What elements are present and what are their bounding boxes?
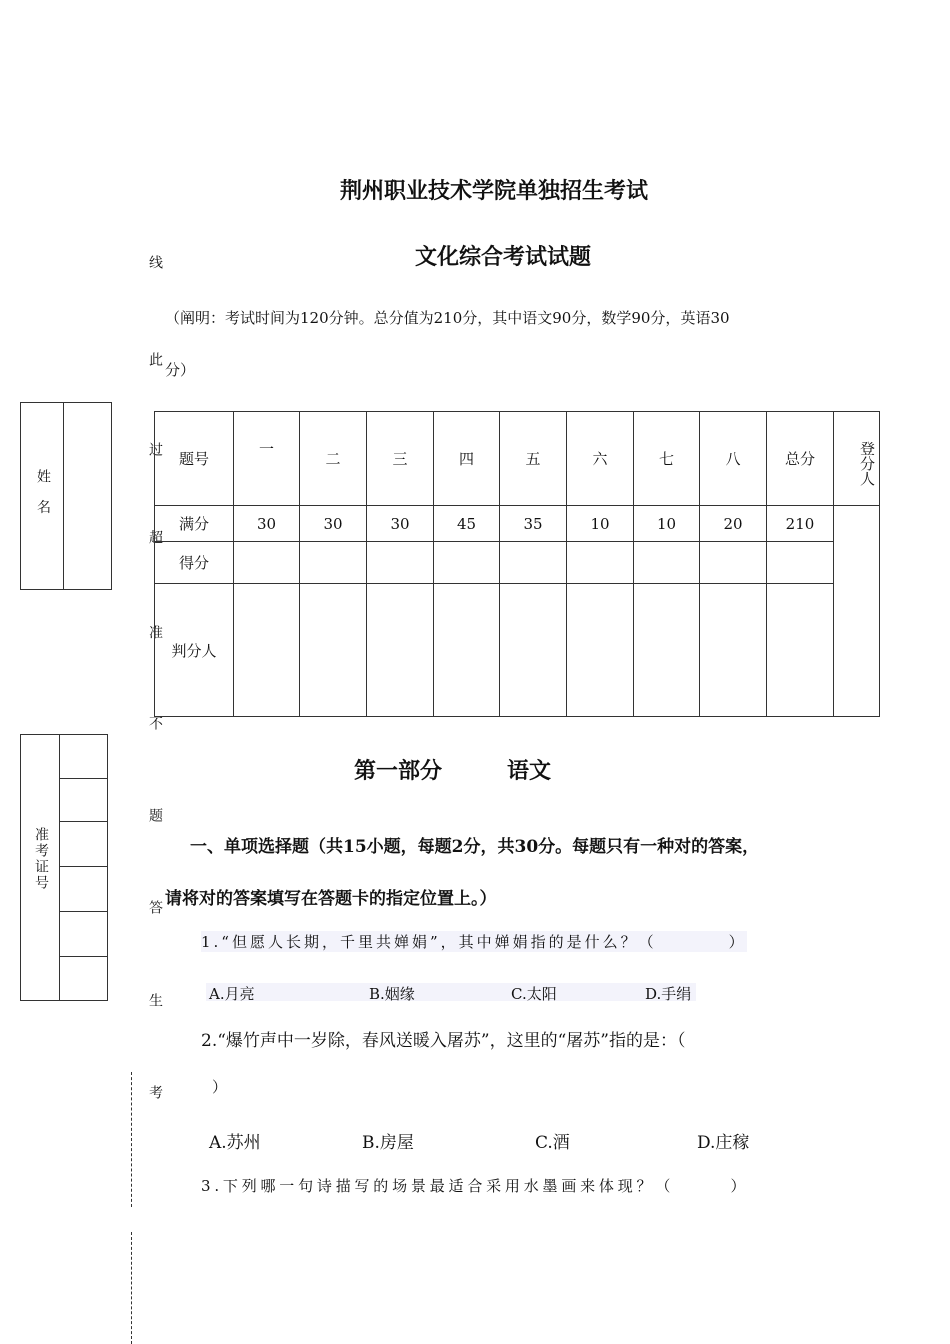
column-header: 一 [234,412,300,506]
registrar-cell[interactable] [834,506,880,717]
got-score-cell[interactable] [300,542,367,584]
margin-char: 过 [147,442,163,456]
grader-cell[interactable] [700,584,767,717]
column-header: 三 [367,412,434,506]
question-2-cont: ） [212,1078,228,1096]
margin-char: 生 [147,993,163,1007]
grader-cell[interactable] [300,584,367,717]
got-label-cell: 得分 [155,542,234,584]
registrar-label: 登分人 [834,412,880,506]
got-score-cell[interactable] [634,542,700,584]
cut-line [131,1072,132,1207]
full-score-cell: 45 [434,506,500,542]
column-header: 七 [634,412,700,506]
margin-char: 考 [147,1085,163,1099]
full-label-cell: 满分 [155,506,234,542]
margin-char: 不 [147,716,163,730]
grader-cell[interactable] [634,584,700,717]
q1-option-b[interactable]: B.姻缘 [369,985,415,1003]
column-header: 八 [700,412,767,506]
section1-line2: 请将对的答案填写在答题卡的指定位置上。） [165,889,497,909]
header-label-cell: 题号 [155,412,234,506]
grader-cell[interactable] [234,584,300,717]
q2-option-b[interactable]: B.房屋 [362,1133,414,1153]
q2-option-d[interactable]: D.庄稼 [697,1133,750,1153]
full-score-cell: 30 [300,506,367,542]
exam-id-input-field[interactable] [59,735,107,1000]
option-highlight [206,983,696,1001]
got-score-cell[interactable] [367,542,434,584]
exam-id-label: 准考证号 [33,827,49,891]
got-score-cell[interactable] [500,542,567,584]
exam-note-line1: （阐明：考试时间为120分钟。总分值为210分，其中语文90分，数学90分，英语30 [165,309,730,327]
full-score-cell: 30 [367,506,434,542]
got-score-cell[interactable] [434,542,500,584]
margin-char: 超 [147,530,163,544]
part-subject: 语文 [507,758,552,784]
name-input-field[interactable] [63,403,111,589]
got-score-cell[interactable] [767,542,834,584]
full-score-cell: 10 [634,506,700,542]
q1-option-d[interactable]: D.手绢 [645,985,692,1003]
column-header: 总分 [767,412,834,506]
grader-label-cell: 判分人 [155,584,234,717]
column-header: 二 [300,412,367,506]
grader-cell[interactable] [500,584,567,717]
exam-subtitle: 文化综合考试试题 [415,244,592,270]
score-table [154,411,880,717]
margin-char: 此 [147,352,163,366]
grader-cell[interactable] [767,584,834,717]
q1-option-a[interactable]: A.月亮 [209,985,255,1003]
cut-line [131,1232,132,1344]
full-score-cell: 30 [234,506,300,542]
q1-option-c[interactable]: C.太阳 [511,985,557,1003]
question-3: 3.下列哪一句诗描写的场景最适合采用水墨画来体现？（ ） [201,1177,750,1195]
part-title: 第一部分 [354,758,443,784]
exam-title: 荆州职业技术学院单独招生考试 [340,178,649,204]
margin-char: 题 [147,808,163,822]
got-score-cell[interactable] [234,542,300,584]
got-score-cell[interactable] [700,542,767,584]
q2-option-c[interactable]: C.酒 [535,1133,570,1153]
full-score-cell: 35 [500,506,567,542]
q2-option-a[interactable]: A.苏州 [209,1133,261,1153]
full-score-cell: 10 [567,506,634,542]
column-header: 四 [434,412,500,506]
section1-line1: 一、单项选择题（共15小题，每题2分，共30分。每题只有一种对的答案， [190,837,760,857]
name-label: 姓 名 [35,469,51,520]
margin-char: 准 [147,625,163,639]
question-2: 2.“爆竹声中一岁除，春风送暖入屠苏”，这里的“屠苏”指的是：（ [201,1031,686,1051]
full-score-cell: 20 [700,506,767,542]
margin-char: 答 [147,900,163,914]
column-header: 六 [567,412,634,506]
question-1: 1.“但愿人长期，千里共婵娟”，其中婵娟指的是什么？（ ） [201,933,747,951]
got-score-cell[interactable] [567,542,634,584]
exam-note-line2: 分） [165,361,196,379]
grader-cell[interactable] [567,584,634,717]
full-score-cell: 210 [767,506,834,542]
grader-cell[interactable] [367,584,434,717]
grader-cell[interactable] [434,584,500,717]
column-header: 五 [500,412,567,506]
margin-char: 线 [147,255,163,269]
